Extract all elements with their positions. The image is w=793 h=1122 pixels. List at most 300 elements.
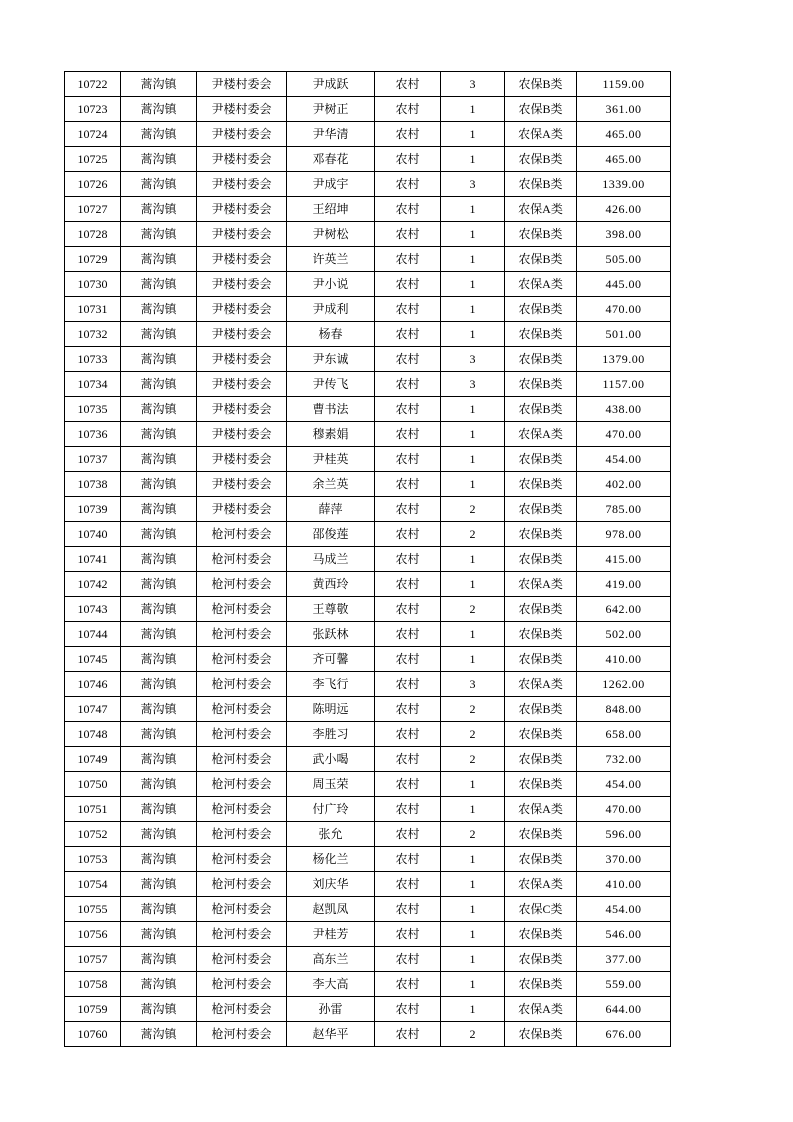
cell-town: 蒿沟镇 [121, 97, 197, 122]
cell-insurance_type: 农保B类 [505, 697, 577, 722]
cell-town: 蒿沟镇 [121, 947, 197, 972]
cell-persons: 3 [441, 172, 505, 197]
table-row [65, 772, 671, 797]
cell-category: 农村 [375, 97, 441, 122]
cell-village: 枪河村委会 [197, 947, 287, 972]
cell-seq: 10752 [65, 822, 121, 847]
cell-amount: 1262.00 [577, 672, 671, 697]
cell-name: 王尊敬 [287, 597, 375, 622]
cell-town: 蒿沟镇 [121, 672, 197, 697]
cell-seq: 10754 [65, 872, 121, 897]
cell-town: 蒿沟镇 [121, 372, 197, 397]
cell-village: 尹楼村委会 [197, 347, 287, 372]
cell-name: 杨春 [287, 322, 375, 347]
cell-amount: 596.00 [577, 822, 671, 847]
cell-village: 尹楼村委会 [197, 472, 287, 497]
cell-seq: 10753 [65, 847, 121, 872]
cell-insurance_type: 农保B类 [505, 397, 577, 422]
cell-town: 蒿沟镇 [121, 522, 197, 547]
table-row [65, 472, 671, 497]
cell-amount: 658.00 [577, 722, 671, 747]
cell-village: 枪河村委会 [197, 897, 287, 922]
cell-town: 蒿沟镇 [121, 147, 197, 172]
cell-village: 枪河村委会 [197, 822, 287, 847]
cell-seq: 10724 [65, 122, 121, 147]
cell-village: 枪河村委会 [197, 722, 287, 747]
cell-category: 农村 [375, 622, 441, 647]
cell-village: 尹楼村委会 [197, 497, 287, 522]
cell-amount: 505.00 [577, 247, 671, 272]
table-row [65, 122, 671, 147]
cell-seq: 10732 [65, 322, 121, 347]
cell-persons: 1 [441, 322, 505, 347]
table-row [65, 222, 671, 247]
cell-amount: 470.00 [577, 422, 671, 447]
cell-seq: 10723 [65, 97, 121, 122]
cell-insurance_type: 农保B类 [505, 297, 577, 322]
cell-seq: 10755 [65, 897, 121, 922]
cell-village: 尹楼村委会 [197, 72, 287, 97]
cell-seq: 10729 [65, 247, 121, 272]
cell-amount: 454.00 [577, 447, 671, 472]
cell-amount: 361.00 [577, 97, 671, 122]
cell-persons: 1 [441, 972, 505, 997]
table-row [65, 347, 671, 372]
cell-insurance_type: 农保B类 [505, 372, 577, 397]
cell-seq: 10760 [65, 1022, 121, 1047]
cell-persons: 1 [441, 997, 505, 1022]
cell-category: 农村 [375, 322, 441, 347]
cell-town: 蒿沟镇 [121, 72, 197, 97]
cell-amount: 465.00 [577, 147, 671, 172]
cell-name: 李大高 [287, 972, 375, 997]
cell-persons: 1 [441, 197, 505, 222]
cell-name: 陈明远 [287, 697, 375, 722]
cell-insurance_type: 农保A类 [505, 197, 577, 222]
cell-seq: 10737 [65, 447, 121, 472]
cell-seq: 10739 [65, 497, 121, 522]
cell-amount: 644.00 [577, 997, 671, 1022]
cell-village: 枪河村委会 [197, 872, 287, 897]
cell-name: 尹桂英 [287, 447, 375, 472]
cell-insurance_type: 农保A类 [505, 572, 577, 597]
cell-town: 蒿沟镇 [121, 497, 197, 522]
cell-category: 农村 [375, 272, 441, 297]
cell-persons: 1 [441, 922, 505, 947]
cell-amount: 1159.00 [577, 72, 671, 97]
cell-category: 农村 [375, 297, 441, 322]
cell-category: 农村 [375, 522, 441, 547]
cell-village: 枪河村委会 [197, 622, 287, 647]
cell-amount: 415.00 [577, 547, 671, 572]
cell-persons: 2 [441, 747, 505, 772]
cell-insurance_type: 农保A类 [505, 272, 577, 297]
cell-town: 蒿沟镇 [121, 247, 197, 272]
cell-insurance_type: 农保B类 [505, 472, 577, 497]
records-table [64, 71, 671, 1047]
cell-name: 穆素娟 [287, 422, 375, 447]
cell-amount: 676.00 [577, 1022, 671, 1047]
cell-persons: 2 [441, 697, 505, 722]
cell-name: 尹成利 [287, 297, 375, 322]
cell-village: 枪河村委会 [197, 797, 287, 822]
cell-insurance_type: 农保B类 [505, 772, 577, 797]
cell-amount: 1379.00 [577, 347, 671, 372]
cell-name: 尹小说 [287, 272, 375, 297]
table-row [65, 922, 671, 947]
cell-category: 农村 [375, 122, 441, 147]
cell-amount: 465.00 [577, 122, 671, 147]
cell-persons: 3 [441, 372, 505, 397]
cell-seq: 10744 [65, 622, 121, 647]
cell-seq: 10756 [65, 922, 121, 947]
cell-insurance_type: 农保B类 [505, 972, 577, 997]
cell-town: 蒿沟镇 [121, 797, 197, 822]
cell-amount: 410.00 [577, 872, 671, 897]
cell-village: 尹楼村委会 [197, 97, 287, 122]
table-row [65, 197, 671, 222]
cell-amount: 410.00 [577, 647, 671, 672]
cell-seq: 10747 [65, 697, 121, 722]
cell-insurance_type: 农保B类 [505, 347, 577, 372]
table-row [65, 747, 671, 772]
table-row [65, 647, 671, 672]
table-row [65, 522, 671, 547]
cell-village: 尹楼村委会 [197, 397, 287, 422]
cell-insurance_type: 农保B类 [505, 547, 577, 572]
cell-village: 尹楼村委会 [197, 247, 287, 272]
cell-village: 尹楼村委会 [197, 297, 287, 322]
cell-category: 农村 [375, 197, 441, 222]
cell-category: 农村 [375, 1022, 441, 1047]
cell-name: 孙雷 [287, 997, 375, 1022]
cell-persons: 2 [441, 497, 505, 522]
cell-town: 蒿沟镇 [121, 697, 197, 722]
table-row [65, 247, 671, 272]
cell-seq: 10748 [65, 722, 121, 747]
cell-town: 蒿沟镇 [121, 872, 197, 897]
cell-insurance_type: 农保B类 [505, 597, 577, 622]
cell-insurance_type: 农保B类 [505, 222, 577, 247]
cell-village: 枪河村委会 [197, 597, 287, 622]
cell-category: 农村 [375, 997, 441, 1022]
cell-village: 枪河村委会 [197, 672, 287, 697]
cell-seq: 10749 [65, 747, 121, 772]
cell-village: 枪河村委会 [197, 847, 287, 872]
cell-village: 枪河村委会 [197, 547, 287, 572]
table-row [65, 322, 671, 347]
cell-category: 农村 [375, 647, 441, 672]
cell-seq: 10757 [65, 947, 121, 972]
cell-category: 农村 [375, 247, 441, 272]
cell-persons: 1 [441, 772, 505, 797]
cell-category: 农村 [375, 147, 441, 172]
cell-amount: 398.00 [577, 222, 671, 247]
cell-category: 农村 [375, 172, 441, 197]
cell-seq: 10736 [65, 422, 121, 447]
cell-category: 农村 [375, 922, 441, 947]
table-row [65, 572, 671, 597]
table-row [65, 497, 671, 522]
cell-category: 农村 [375, 847, 441, 872]
cell-persons: 1 [441, 397, 505, 422]
cell-seq: 10726 [65, 172, 121, 197]
cell-amount: 978.00 [577, 522, 671, 547]
cell-category: 农村 [375, 347, 441, 372]
table-row [65, 672, 671, 697]
cell-name: 尹传飞 [287, 372, 375, 397]
cell-insurance_type: 农保A类 [505, 672, 577, 697]
table-row [65, 172, 671, 197]
cell-seq: 10727 [65, 197, 121, 222]
cell-persons: 1 [441, 472, 505, 497]
cell-town: 蒿沟镇 [121, 572, 197, 597]
cell-village: 尹楼村委会 [197, 272, 287, 297]
table-row [65, 622, 671, 647]
cell-category: 农村 [375, 572, 441, 597]
table-row [65, 547, 671, 572]
cell-name: 高东兰 [287, 947, 375, 972]
cell-town: 蒿沟镇 [121, 422, 197, 447]
cell-name: 尹华清 [287, 122, 375, 147]
cell-name: 邵俊莲 [287, 522, 375, 547]
cell-persons: 1 [441, 622, 505, 647]
cell-seq: 10751 [65, 797, 121, 822]
cell-category: 农村 [375, 72, 441, 97]
cell-persons: 3 [441, 72, 505, 97]
cell-name: 张跃林 [287, 622, 375, 647]
cell-amount: 438.00 [577, 397, 671, 422]
cell-name: 许英兰 [287, 247, 375, 272]
table-row [65, 722, 671, 747]
cell-name: 马成兰 [287, 547, 375, 572]
cell-insurance_type: 农保C类 [505, 897, 577, 922]
cell-amount: 501.00 [577, 322, 671, 347]
cell-amount: 470.00 [577, 297, 671, 322]
cell-name: 尹树松 [287, 222, 375, 247]
cell-amount: 370.00 [577, 847, 671, 872]
cell-persons: 1 [441, 122, 505, 147]
cell-persons: 1 [441, 272, 505, 297]
cell-village: 尹楼村委会 [197, 447, 287, 472]
cell-village: 枪河村委会 [197, 522, 287, 547]
cell-persons: 1 [441, 97, 505, 122]
table-row [65, 72, 671, 97]
cell-seq: 10730 [65, 272, 121, 297]
cell-insurance_type: 农保A类 [505, 797, 577, 822]
cell-name: 赵凯凤 [287, 897, 375, 922]
cell-seq: 10731 [65, 297, 121, 322]
cell-town: 蒿沟镇 [121, 272, 197, 297]
table-row [65, 397, 671, 422]
cell-amount: 454.00 [577, 897, 671, 922]
cell-seq: 10745 [65, 647, 121, 672]
table-row [65, 697, 671, 722]
cell-name: 曹书法 [287, 397, 375, 422]
cell-persons: 1 [441, 447, 505, 472]
cell-village: 尹楼村委会 [197, 322, 287, 347]
cell-village: 枪河村委会 [197, 697, 287, 722]
cell-category: 农村 [375, 947, 441, 972]
cell-category: 农村 [375, 547, 441, 572]
table-row [65, 847, 671, 872]
cell-town: 蒿沟镇 [121, 397, 197, 422]
cell-name: 周玉荣 [287, 772, 375, 797]
cell-amount: 1339.00 [577, 172, 671, 197]
table-row [65, 597, 671, 622]
cell-category: 农村 [375, 372, 441, 397]
cell-persons: 1 [441, 222, 505, 247]
cell-town: 蒿沟镇 [121, 347, 197, 372]
cell-seq: 10759 [65, 997, 121, 1022]
cell-name: 尹桂芳 [287, 922, 375, 947]
cell-village: 尹楼村委会 [197, 172, 287, 197]
cell-town: 蒿沟镇 [121, 547, 197, 572]
cell-persons: 1 [441, 422, 505, 447]
cell-village: 枪河村委会 [197, 747, 287, 772]
cell-category: 农村 [375, 897, 441, 922]
cell-insurance_type: 农保B类 [505, 647, 577, 672]
cell-persons: 2 [441, 1022, 505, 1047]
cell-insurance_type: 农保A类 [505, 422, 577, 447]
cell-category: 农村 [375, 447, 441, 472]
cell-insurance_type: 农保B类 [505, 1022, 577, 1047]
cell-village: 枪河村委会 [197, 647, 287, 672]
cell-insurance_type: 农保B类 [505, 922, 577, 947]
cell-name: 黄西玲 [287, 572, 375, 597]
cell-persons: 1 [441, 547, 505, 572]
table-row [65, 997, 671, 1022]
cell-village: 枪河村委会 [197, 922, 287, 947]
cell-town: 蒿沟镇 [121, 197, 197, 222]
cell-village: 枪河村委会 [197, 997, 287, 1022]
cell-seq: 10740 [65, 522, 121, 547]
cell-persons: 3 [441, 672, 505, 697]
cell-persons: 2 [441, 822, 505, 847]
cell-town: 蒿沟镇 [121, 722, 197, 747]
cell-village: 尹楼村委会 [197, 147, 287, 172]
cell-amount: 559.00 [577, 972, 671, 997]
cell-town: 蒿沟镇 [121, 922, 197, 947]
cell-persons: 1 [441, 947, 505, 972]
table-row [65, 897, 671, 922]
cell-name: 李飞行 [287, 672, 375, 697]
cell-category: 农村 [375, 422, 441, 447]
cell-insurance_type: 农保B类 [505, 97, 577, 122]
cell-seq: 10750 [65, 772, 121, 797]
cell-town: 蒿沟镇 [121, 222, 197, 247]
cell-town: 蒿沟镇 [121, 747, 197, 772]
cell-name: 付广玲 [287, 797, 375, 822]
cell-persons: 1 [441, 147, 505, 172]
cell-village: 枪河村委会 [197, 572, 287, 597]
cell-amount: 785.00 [577, 497, 671, 522]
cell-persons: 1 [441, 247, 505, 272]
cell-amount: 1157.00 [577, 372, 671, 397]
cell-amount: 470.00 [577, 797, 671, 822]
cell-insurance_type: 农保B类 [505, 72, 577, 97]
cell-persons: 1 [441, 797, 505, 822]
cell-town: 蒿沟镇 [121, 997, 197, 1022]
cell-town: 蒿沟镇 [121, 472, 197, 497]
cell-persons: 2 [441, 722, 505, 747]
cell-insurance_type: 农保B类 [505, 747, 577, 772]
cell-seq: 10735 [65, 397, 121, 422]
cell-amount: 642.00 [577, 597, 671, 622]
cell-amount: 502.00 [577, 622, 671, 647]
cell-insurance_type: 农保A类 [505, 122, 577, 147]
cell-village: 尹楼村委会 [197, 197, 287, 222]
cell-category: 农村 [375, 672, 441, 697]
table-row [65, 422, 671, 447]
cell-persons: 3 [441, 347, 505, 372]
cell-category: 农村 [375, 772, 441, 797]
cell-amount: 426.00 [577, 197, 671, 222]
cell-persons: 1 [441, 897, 505, 922]
cell-town: 蒿沟镇 [121, 647, 197, 672]
cell-insurance_type: 农保B类 [505, 522, 577, 547]
table-row [65, 447, 671, 472]
cell-category: 农村 [375, 497, 441, 522]
records-table-body [65, 72, 671, 1047]
cell-name: 余兰英 [287, 472, 375, 497]
cell-amount: 454.00 [577, 772, 671, 797]
cell-name: 邓春花 [287, 147, 375, 172]
table-row [65, 272, 671, 297]
cell-category: 农村 [375, 697, 441, 722]
cell-village: 尹楼村委会 [197, 222, 287, 247]
cell-village: 枪河村委会 [197, 772, 287, 797]
cell-village: 尹楼村委会 [197, 372, 287, 397]
cell-insurance_type: 农保B类 [505, 722, 577, 747]
cell-name: 尹成宇 [287, 172, 375, 197]
table-row [65, 372, 671, 397]
cell-seq: 10758 [65, 972, 121, 997]
cell-town: 蒿沟镇 [121, 172, 197, 197]
cell-town: 蒿沟镇 [121, 897, 197, 922]
cell-village: 枪河村委会 [197, 1022, 287, 1047]
cell-name: 王绍坤 [287, 197, 375, 222]
cell-town: 蒿沟镇 [121, 1022, 197, 1047]
cell-seq: 10725 [65, 147, 121, 172]
cell-town: 蒿沟镇 [121, 847, 197, 872]
cell-town: 蒿沟镇 [121, 322, 197, 347]
cell-town: 蒿沟镇 [121, 297, 197, 322]
table-row [65, 797, 671, 822]
cell-seq: 10743 [65, 597, 121, 622]
cell-category: 农村 [375, 747, 441, 772]
cell-village: 尹楼村委会 [197, 122, 287, 147]
cell-insurance_type: 农保B类 [505, 847, 577, 872]
table-row [65, 972, 671, 997]
cell-town: 蒿沟镇 [121, 122, 197, 147]
cell-category: 农村 [375, 972, 441, 997]
cell-persons: 1 [441, 847, 505, 872]
cell-insurance_type: 农保A类 [505, 872, 577, 897]
cell-seq: 10738 [65, 472, 121, 497]
cell-persons: 1 [441, 872, 505, 897]
cell-category: 农村 [375, 722, 441, 747]
cell-insurance_type: 农保B类 [505, 147, 577, 172]
cell-amount: 419.00 [577, 572, 671, 597]
cell-amount: 732.00 [577, 747, 671, 772]
cell-amount: 377.00 [577, 947, 671, 972]
cell-category: 农村 [375, 797, 441, 822]
cell-town: 蒿沟镇 [121, 772, 197, 797]
cell-insurance_type: 农保B类 [505, 322, 577, 347]
cell-persons: 1 [441, 647, 505, 672]
cell-category: 农村 [375, 822, 441, 847]
